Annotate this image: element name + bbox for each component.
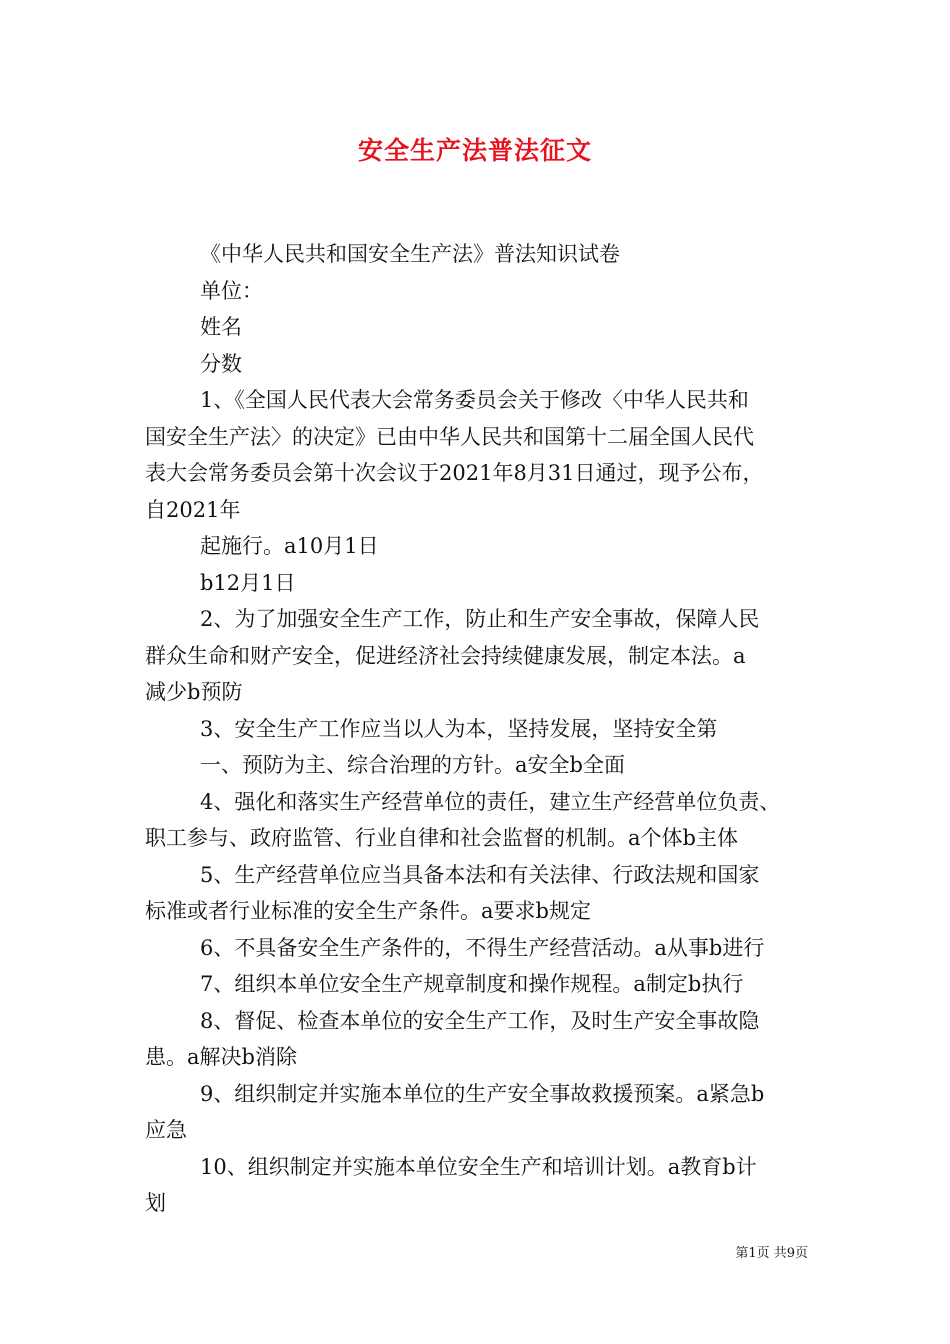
body-line: 3、安全生产工作应当以人为本，坚持发展，坚持安全第: [200, 716, 718, 741]
body-line: 7、组织本单位安全生产规章制度和操作规程。a制定b执行: [200, 972, 744, 996]
body-line: 自2021年: [145, 497, 241, 522]
body-line: 4、强化和落实生产经营单位的责任，建立生产经营单位负责、: [200, 789, 781, 814]
body-line: 姓名: [200, 315, 242, 339]
body-line: 10、组织制定并实施本单位安全生产和培训计划。a教育b计: [200, 1154, 757, 1179]
body-line: 1、《全国人民代表大会常务委员会关于修改〈中华人民共和: [200, 388, 749, 412]
body-line: 职工参与、政府监管、行业自律和社会监督的机制。a个体b主体: [145, 826, 738, 850]
body-line: 单位：: [200, 278, 263, 303]
body-line: 一、预防为主、综合治理的方针。a安全b全面: [200, 753, 625, 777]
body-line: 减少b预防: [145, 680, 243, 704]
document-title: 安全生产法普法征文: [357, 136, 592, 165]
body-line: b12月1日: [200, 570, 296, 595]
document-body: [145, 236, 810, 1222]
body-line: 分数: [200, 351, 242, 376]
body-line: 《中华人民共和国安全生产法》普法知识试卷: [200, 242, 620, 266]
body-line: 2、为了加强安全生产工作，防止和生产安全事故，保障人民: [200, 607, 760, 631]
body-line: 应急: [145, 1118, 187, 1142]
page-number-footer: 第1页 共9页: [735, 1246, 808, 1261]
body-line: 起施行。a10月1日: [200, 534, 379, 558]
body-line: 患。a解决b消除: [145, 1045, 297, 1069]
body-line: 9、组织制定并实施本单位的生产安全事故救援预案。a紧急b: [200, 1081, 765, 1106]
body-line: 划: [145, 1191, 166, 1215]
body-line: 表大会常务委员会第十次会议于2021年8月31日通过，现予公布，: [145, 461, 764, 485]
body-line: 6、不具备安全生产条件的，不得生产经营活动。a从事b进行: [200, 935, 765, 960]
body-line: 群众生命和财产安全，促进经济社会持续健康发展，制定本法。a: [145, 643, 746, 668]
body-line: 8、督促、检查本单位的安全生产工作，及时生产安全事故隐: [200, 1008, 760, 1033]
body-line: 国安全生产法〉的决定》已由中华人民共和国第十二届全国人民代: [145, 424, 754, 449]
body-line: 5、生产经营单位应当具备本法和有关法律、行政法规和国家: [200, 862, 760, 887]
body-line: 标准或者行业标准的安全生产条件。a要求b规定: [145, 899, 591, 923]
